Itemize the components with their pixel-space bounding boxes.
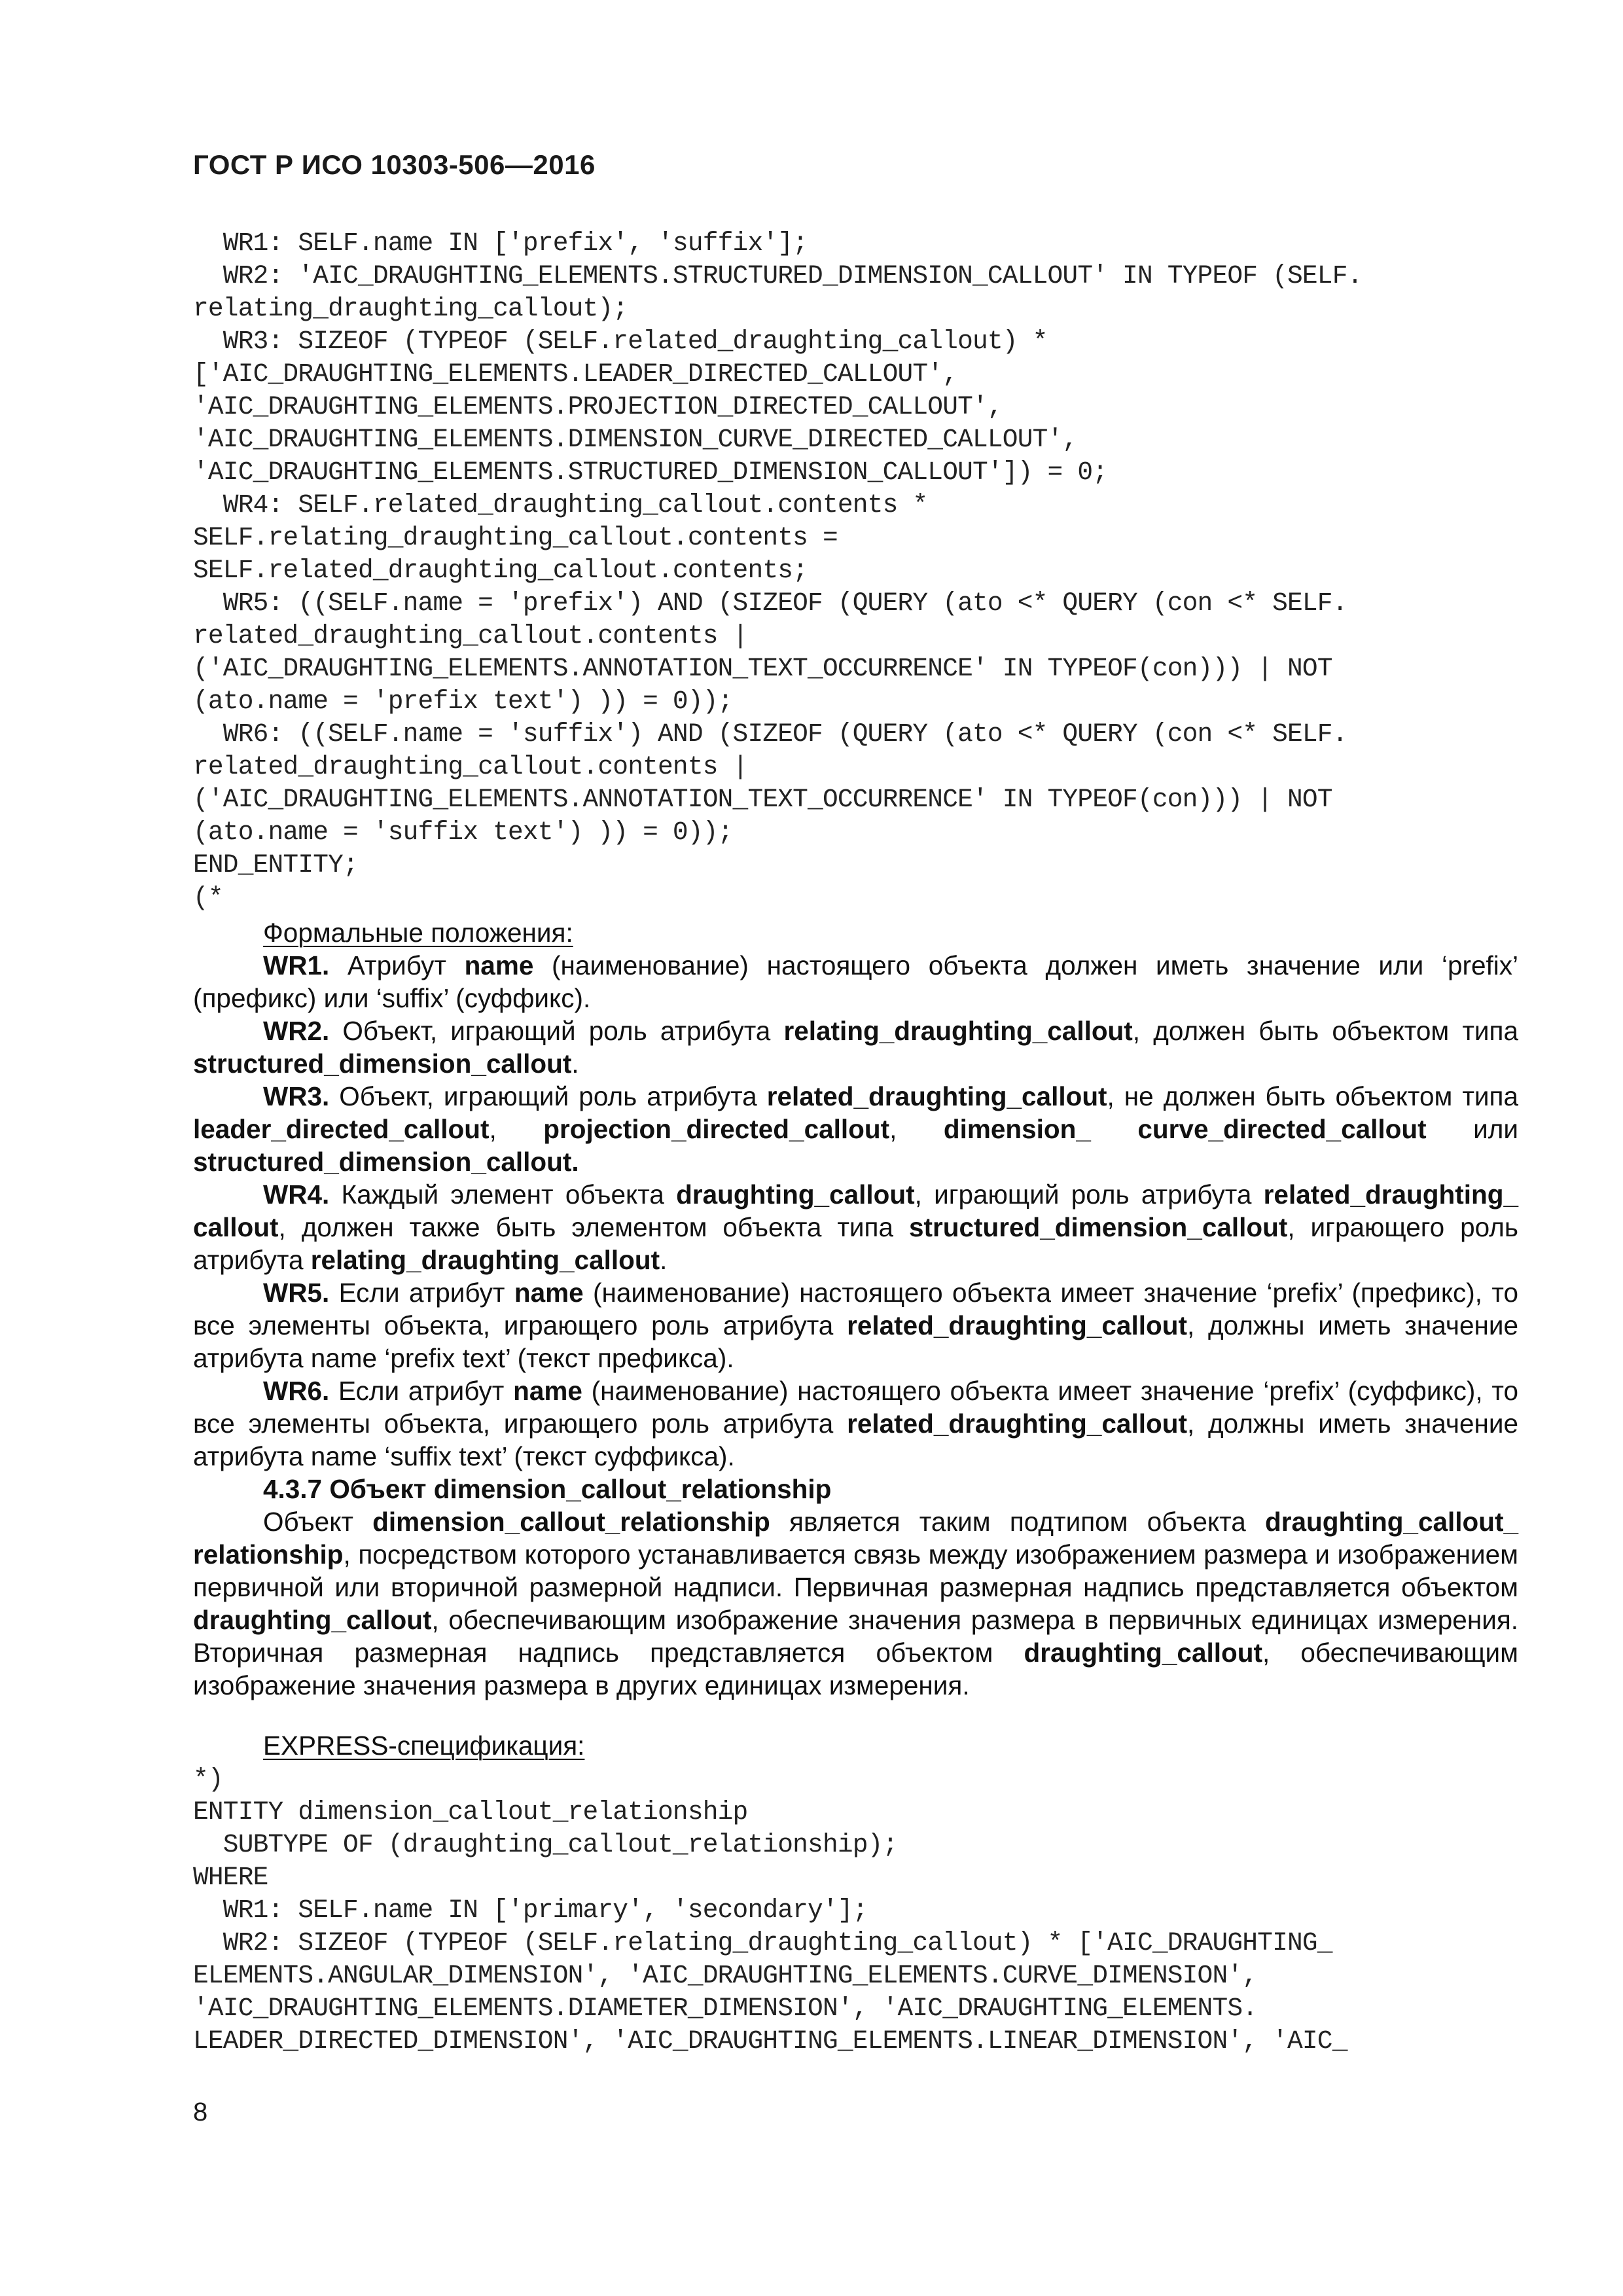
express-code-block-1 [193,227,1363,914]
code-line: 'AIC_DRAUGHTING_ELEMENTS.STRUCTURED_DIMENSION_CALLOUT']) = 0; [193,457,1108,487]
code-line: 'AIC_DRAUGHTING_ELEMENTS.DIMENSION_CURVE_DIRECTED_CALLOUT', [193,425,1078,454]
code-line: WHERE [193,1863,268,1892]
wr3-paragraph: WR3. Объект, играющий роль атрибута related_draughting_callout, не должен быть объектом типа leader_directed_callout, projection_directed_callout, dimension_ curve_directed_callout или structured_dimension_callout. [193,1081,1518,1177]
code-line: (* [193,883,223,912]
code-line: *) [193,1765,223,1794]
code-line: (ato.name = 'suffix text') )) = 0)); [193,817,733,847]
code-line: WR2: 'AIC_DRAUGHTING_ELEMENTS.STRUCTURED_DIMENSION_CALLOUT' IN TYPEOF (SELF. [193,261,1363,291]
express-code-block-2 [193,1763,1347,2058]
express-heading-block [193,1729,1518,1762]
wr5-paragraph: WR5. Если атрибут name (наименование) настоящего объекта имеет значение ‘prefix’ (префикс), то все элементы объекта, играющего роль атрибута related_draughting_callout, должны иметь значение атрибута name ‘prefix text’ (текст префикса). [193,1278,1518,1373]
code-line: WR3: SIZEOF (TYPEOF (SELF.related_draughting_callout) * [193,327,1048,356]
code-line: (ato.name = 'prefix text') )) = 0)); [193,687,733,716]
code-line: WR6: ((SELF.name = 'suffix') AND (SIZEOF (QUERY (ato <* QUERY (con <* SELF. [193,719,1347,749]
code-line: ('AIC_DRAUGHTING_ELEMENTS.ANNOTATION_TEXT_OCCURRENCE' IN TYPEOF(con))) | NOT [193,654,1332,683]
code-line: WR1: SELF.name IN ['primary', 'secondary']; [193,1895,868,1925]
code-line: END_ENTITY; [193,850,358,880]
code-line: SELF.related_draughting_callout.contents; [193,556,808,585]
code-line: ('AIC_DRAUGHTING_ELEMENTS.ANNOTATION_TEXT_OCCURRENCE' IN TYPEOF(con))) | NOT [193,785,1332,814]
code-line: 'AIC_DRAUGHTING_ELEMENTS.DIAMETER_DIMENSION', 'AIC_DRAUGHTING_ELEMENTS. [193,1994,1258,2023]
wr2-paragraph: WR2. Объект, играющий роль атрибута relating_draughting_callout, должен быть объектом типа structured_dimension_callout. [193,1016,1518,1079]
code-line: SUBTYPE OF (draughting_callout_relationship); [193,1830,898,1859]
document-header: ГОСТ Р ИСО 10303-506—2016 [193,149,596,180]
wr4-paragraph: WR4. Каждый элемент объекта draughting_callout, играющий роль атрибута related_draughting_ callout, должен также быть элементом объекта типа structured_dimension_callout, играющего роль атрибута relating_draughting_callout. [193,1179,1518,1275]
wr1-paragraph: WR1. Атрибут name (наименование) настоящего объекта должен иметь значение или ‘prefix’ (префикс) или ‘suffix’ (суффикс). [193,950,1518,1013]
code-line: ENTITY dimension_callout_relationship [193,1797,748,1827]
formal-propositions [193,916,1518,1702]
code-line: ['AIC_DRAUGHTING_ELEMENTS.LEADER_DIRECTED_CALLOUT', [193,359,958,389]
code-line: WR5: ((SELF.name = 'prefix') AND (SIZEOF (QUERY (ato <* QUERY (con <* SELF. [193,588,1347,618]
code-line: WR2: SIZEOF (TYPEOF (SELF.relating_draughting_callout) * ['AIC_DRAUGHTING_ [193,1928,1332,1958]
code-line: relating_draughting_callout); [193,294,628,323]
code-line: related_draughting_callout.contents | [193,752,748,781]
code-line: WR4: SELF.related_draughting_callout.contents * [193,490,928,520]
page-number: 8 [193,2098,208,2126]
section-heading: 4.3.7 Объект dimension_callout_relationship [263,1474,832,1504]
code-line: related_draughting_callout.contents | [193,621,748,651]
code-line: ELEMENTS.ANGULAR_DIMENSION', 'AIC_DRAUGHTING_ELEMENTS.CURVE_DIMENSION', [193,1961,1258,1990]
code-line: SELF.relating_draughting_callout.contents = [193,523,838,552]
code-line: 'AIC_DRAUGHTING_ELEMENTS.PROJECTION_DIRECTED_CALLOUT', [193,392,1003,422]
formal-heading: Формальные положения: [263,918,573,948]
express-heading: EXPRESS-спецификация: [263,1731,585,1761]
section-paragraph: Объект dimension_callout_relationship является таким подтипом объекта draughting_callout_ relationship, посредством которого устанавливается связь между изображением размера и изображением первичной или вторичной размерной надписи. Первичная размерная надпись представляется объектом draughting_callout, обеспечивающим изображение значения размера в первичных единицах измерения. Вторичная размерная надпись представляется объектом draughting_callout, обеспечивающим изображение значения размера в других единицах измерения. [193,1507,1518,1700]
wr6-paragraph: WR6. Если атрибут name (наименование) настоящего объекта имеет значение ‘prefix’ (суффикс), то все элементы объекта, играющего роль атрибута related_draughting_callout, должны иметь значение атрибута name ‘suffix text’ (текст суффикса). [193,1376,1518,1471]
code-line: LEADER_DIRECTED_DIMENSION', 'AIC_DRAUGHTING_ELEMENTS.LINEAR_DIMENSION', 'AIC_ [193,2026,1347,2056]
code-line: WR1: SELF.name IN ['prefix', 'suffix']; [193,228,808,258]
